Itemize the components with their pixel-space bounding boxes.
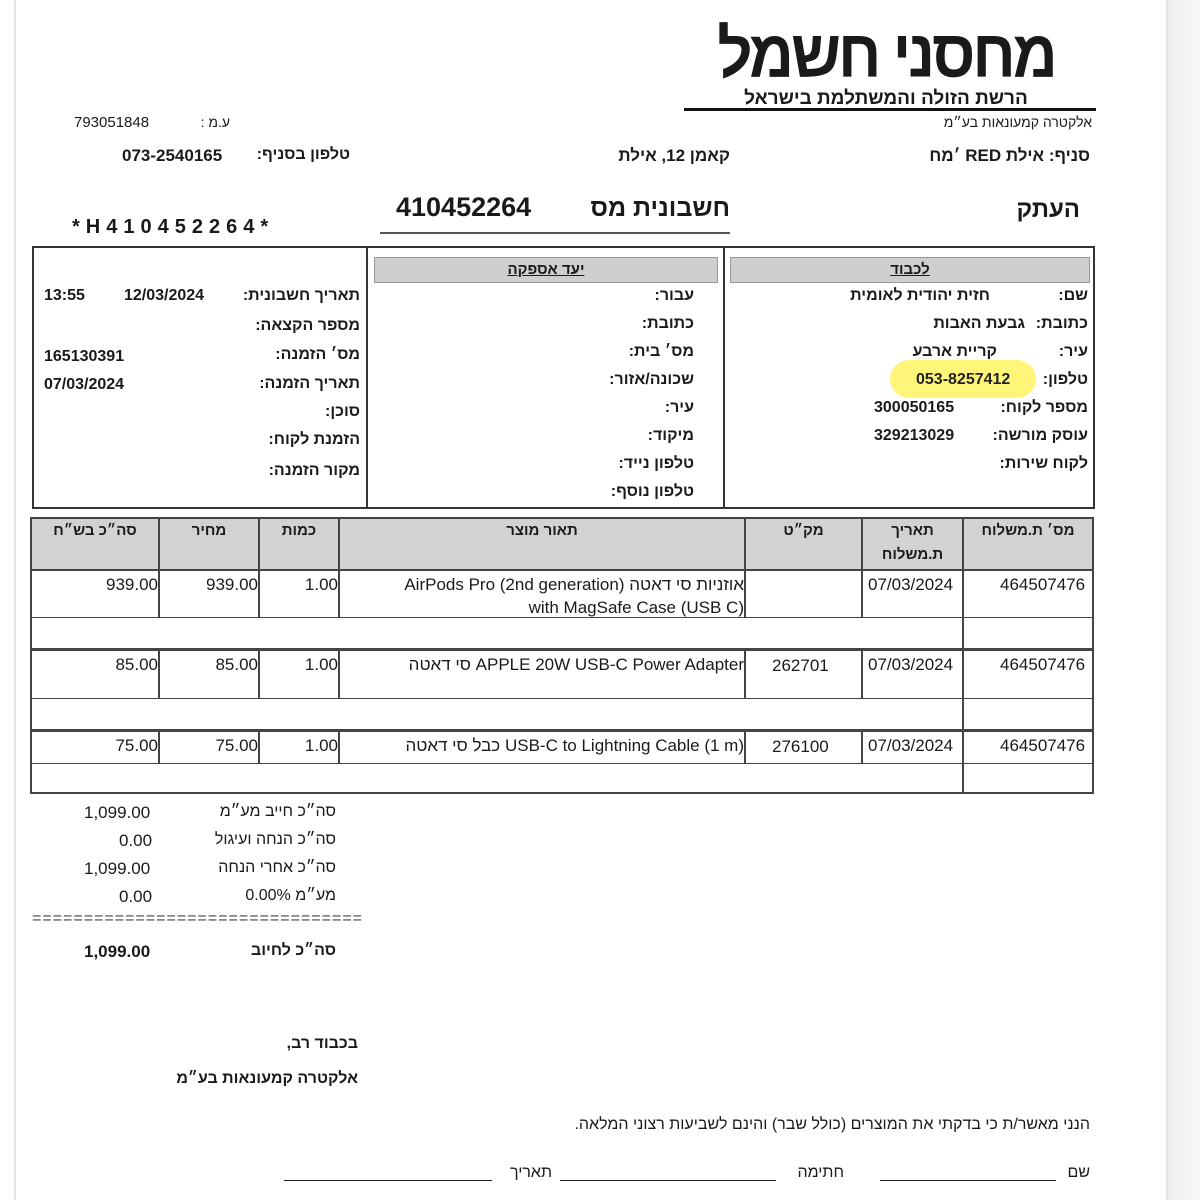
col-description: תאור מוצר	[506, 522, 578, 539]
page-edge-right	[1166, 0, 1200, 1200]
total-discount-value: 0.00	[119, 831, 153, 850]
info-divider-1	[366, 246, 368, 509]
name-line	[880, 1180, 1056, 1181]
invoice-title-underline	[380, 232, 730, 234]
col-price: מחיר	[191, 522, 227, 539]
order-date-label: תאריך הזמנה:	[259, 375, 360, 392]
row-description-1: אוזניות סי דאטה AirPods Pro (2nd generation)	[404, 575, 744, 594]
customer-address-value: גבעת האבות	[933, 315, 1025, 332]
row-qty: 1.00	[304, 655, 338, 674]
row-date: 07/03/2024	[868, 655, 954, 674]
row-total: 75.00	[115, 736, 158, 755]
branch-name: סניף: אילת RED ׳מח	[929, 146, 1090, 165]
total-discount-label: סה״כ הנחה ועיגול	[214, 831, 336, 848]
company-id: 793051848	[74, 114, 150, 131]
delivery-area-label: שכונה/אזור:	[609, 371, 694, 388]
info-divider-2	[723, 246, 725, 509]
customer-phone-label: טלפון:	[1042, 371, 1088, 388]
agent-label: סוכן:	[324, 403, 360, 420]
col-qty: כמות	[281, 522, 317, 539]
vat-value: 0.00	[119, 887, 153, 906]
row-qty: 1.00	[304, 736, 338, 755]
row-shipment-no: 464507476	[1000, 655, 1086, 674]
row-total: 85.00	[115, 655, 158, 674]
footer-name-label: שם	[1067, 1164, 1090, 1181]
delivery-zip-label: מיקוד:	[647, 427, 694, 444]
order-source-label: מקור הזמנה:	[268, 462, 360, 479]
order-number: 165130391	[44, 348, 125, 365]
delivery-mobile-label: טלפון נייד:	[618, 455, 694, 472]
vat-label: מע״מ 0.00%	[245, 887, 336, 904]
totals-separator: ================================	[32, 910, 363, 927]
logo-tagline: הרשת הזולה והמשתלמת בישראל	[744, 88, 1028, 109]
customer-name-value: חזית יהודית לאומית	[850, 287, 990, 304]
delivery-phone2-label: טלפון נוסף:	[610, 483, 694, 500]
footer-confirm-text: הנני מאשר/ת כי בדקתי את המוצרים (כולל שבר) והינם לשביעות רצוני המלאה.	[574, 1116, 1090, 1133]
col-total: סה״כ בש״ח	[53, 522, 137, 539]
invoice-title: חשבונית מס	[590, 194, 730, 222]
row-shipment-no: 464507476	[1000, 736, 1086, 755]
customer-vat-label: עוסק מורשה:	[992, 427, 1088, 444]
row-description-2: with MagSafe Case (USB C)	[528, 598, 744, 617]
copy-label: העתק	[1016, 196, 1080, 223]
row-sku: 276100	[772, 737, 829, 756]
allocation-label: מספר הקצאה:	[255, 317, 360, 334]
total-after-discount-label: סה״כ אחרי הנחה	[218, 859, 336, 876]
col-shipment-no: מס׳ ת.משלוח	[981, 522, 1075, 539]
branch-phone-label: טלפון בסניף:	[256, 146, 350, 163]
date-line	[284, 1180, 492, 1181]
grand-total-value: 1,099.00	[84, 942, 151, 961]
grand-total-label: סה״כ לחיוב	[250, 942, 336, 959]
row-description-1: USB-C to Lightning Cable (1 m) כבל סי דאטה	[405, 736, 744, 755]
order-date: 07/03/2024	[44, 376, 125, 393]
col-sku: מק״ט	[783, 522, 824, 539]
footer-signature-label: חתימה	[797, 1164, 844, 1181]
customer-number-value: 300050165	[874, 399, 955, 416]
customer-section-title: לכבוד	[730, 257, 1090, 283]
row-price: 75.00	[215, 736, 258, 755]
row-date: 07/03/2024	[868, 736, 954, 755]
customer-service-label: לקוח שירות:	[999, 455, 1088, 472]
branch-address: קאמן 12, אילת	[618, 146, 730, 165]
row-qty: 1.00	[304, 575, 338, 594]
delivery-city-label: עיר:	[664, 399, 694, 416]
customer-name-label: שם:	[1058, 287, 1088, 304]
signature-line	[560, 1180, 776, 1181]
row-price: 85.00	[215, 655, 258, 674]
col-date-line1: תאריך	[891, 522, 934, 539]
total-after-discount-value: 1,099.00	[84, 859, 151, 878]
delivery-house-label: מס׳ בית:	[628, 343, 694, 360]
delivery-section-title: יעד אספקה	[374, 257, 718, 283]
customer-phone-value: 053-8257412	[916, 371, 1011, 388]
total-vat-label: סה״כ חייב מע״מ	[219, 803, 336, 820]
delivery-for-label: עבור:	[654, 287, 694, 304]
footer-company: אלקטרה קמעונאות בע״מ	[176, 1070, 358, 1087]
row-shipment-no: 464507476	[1000, 575, 1086, 594]
company-id-label: ע.מ :	[200, 114, 230, 130]
delivery-address-label: כתובת:	[641, 315, 694, 332]
customer-city-label: עיר:	[1058, 343, 1088, 360]
customer-vat-value: 329213029	[874, 427, 955, 444]
footer-regards: בכבוד רב,	[286, 1035, 358, 1052]
logo-wordmark: מחסני חשמל	[717, 17, 1055, 92]
invoice-number: 410452264	[396, 192, 532, 222]
page-edge-left	[14, 0, 16, 1200]
row-sku: 262701	[772, 656, 829, 675]
customer-address-label: כתובת:	[1035, 315, 1088, 332]
row-date: 07/03/2024	[868, 575, 954, 594]
customer-city-value: קריית ארבע	[912, 343, 997, 360]
customer-number-label: מספר לקוח:	[1000, 399, 1088, 416]
row-price: 939.00	[206, 575, 258, 594]
footer-date-label: תאריך	[509, 1164, 552, 1181]
invoice-date: 12/03/2024	[124, 287, 205, 304]
barcode-text: *H410452264*	[72, 216, 275, 238]
customer-order-label: הזמנת לקוח:	[268, 431, 360, 448]
company-name-small: אלקטרה קמעונאות בע״מ	[943, 114, 1092, 130]
order-number-label: מס׳ הזמנה:	[275, 346, 360, 363]
invoice-date-label: תאריך חשבונית:	[242, 287, 360, 304]
row-total: 939.00	[106, 575, 158, 594]
row-description-1: APPLE 20W USB-C Power Adapter סי דאטה	[408, 655, 744, 674]
invoice-time: 13:55	[44, 287, 85, 304]
total-vat-value: 1,099.00	[84, 803, 151, 822]
col-date-line2: ת.משלוח	[881, 546, 944, 563]
branch-phone: 073-2540165	[122, 146, 223, 165]
